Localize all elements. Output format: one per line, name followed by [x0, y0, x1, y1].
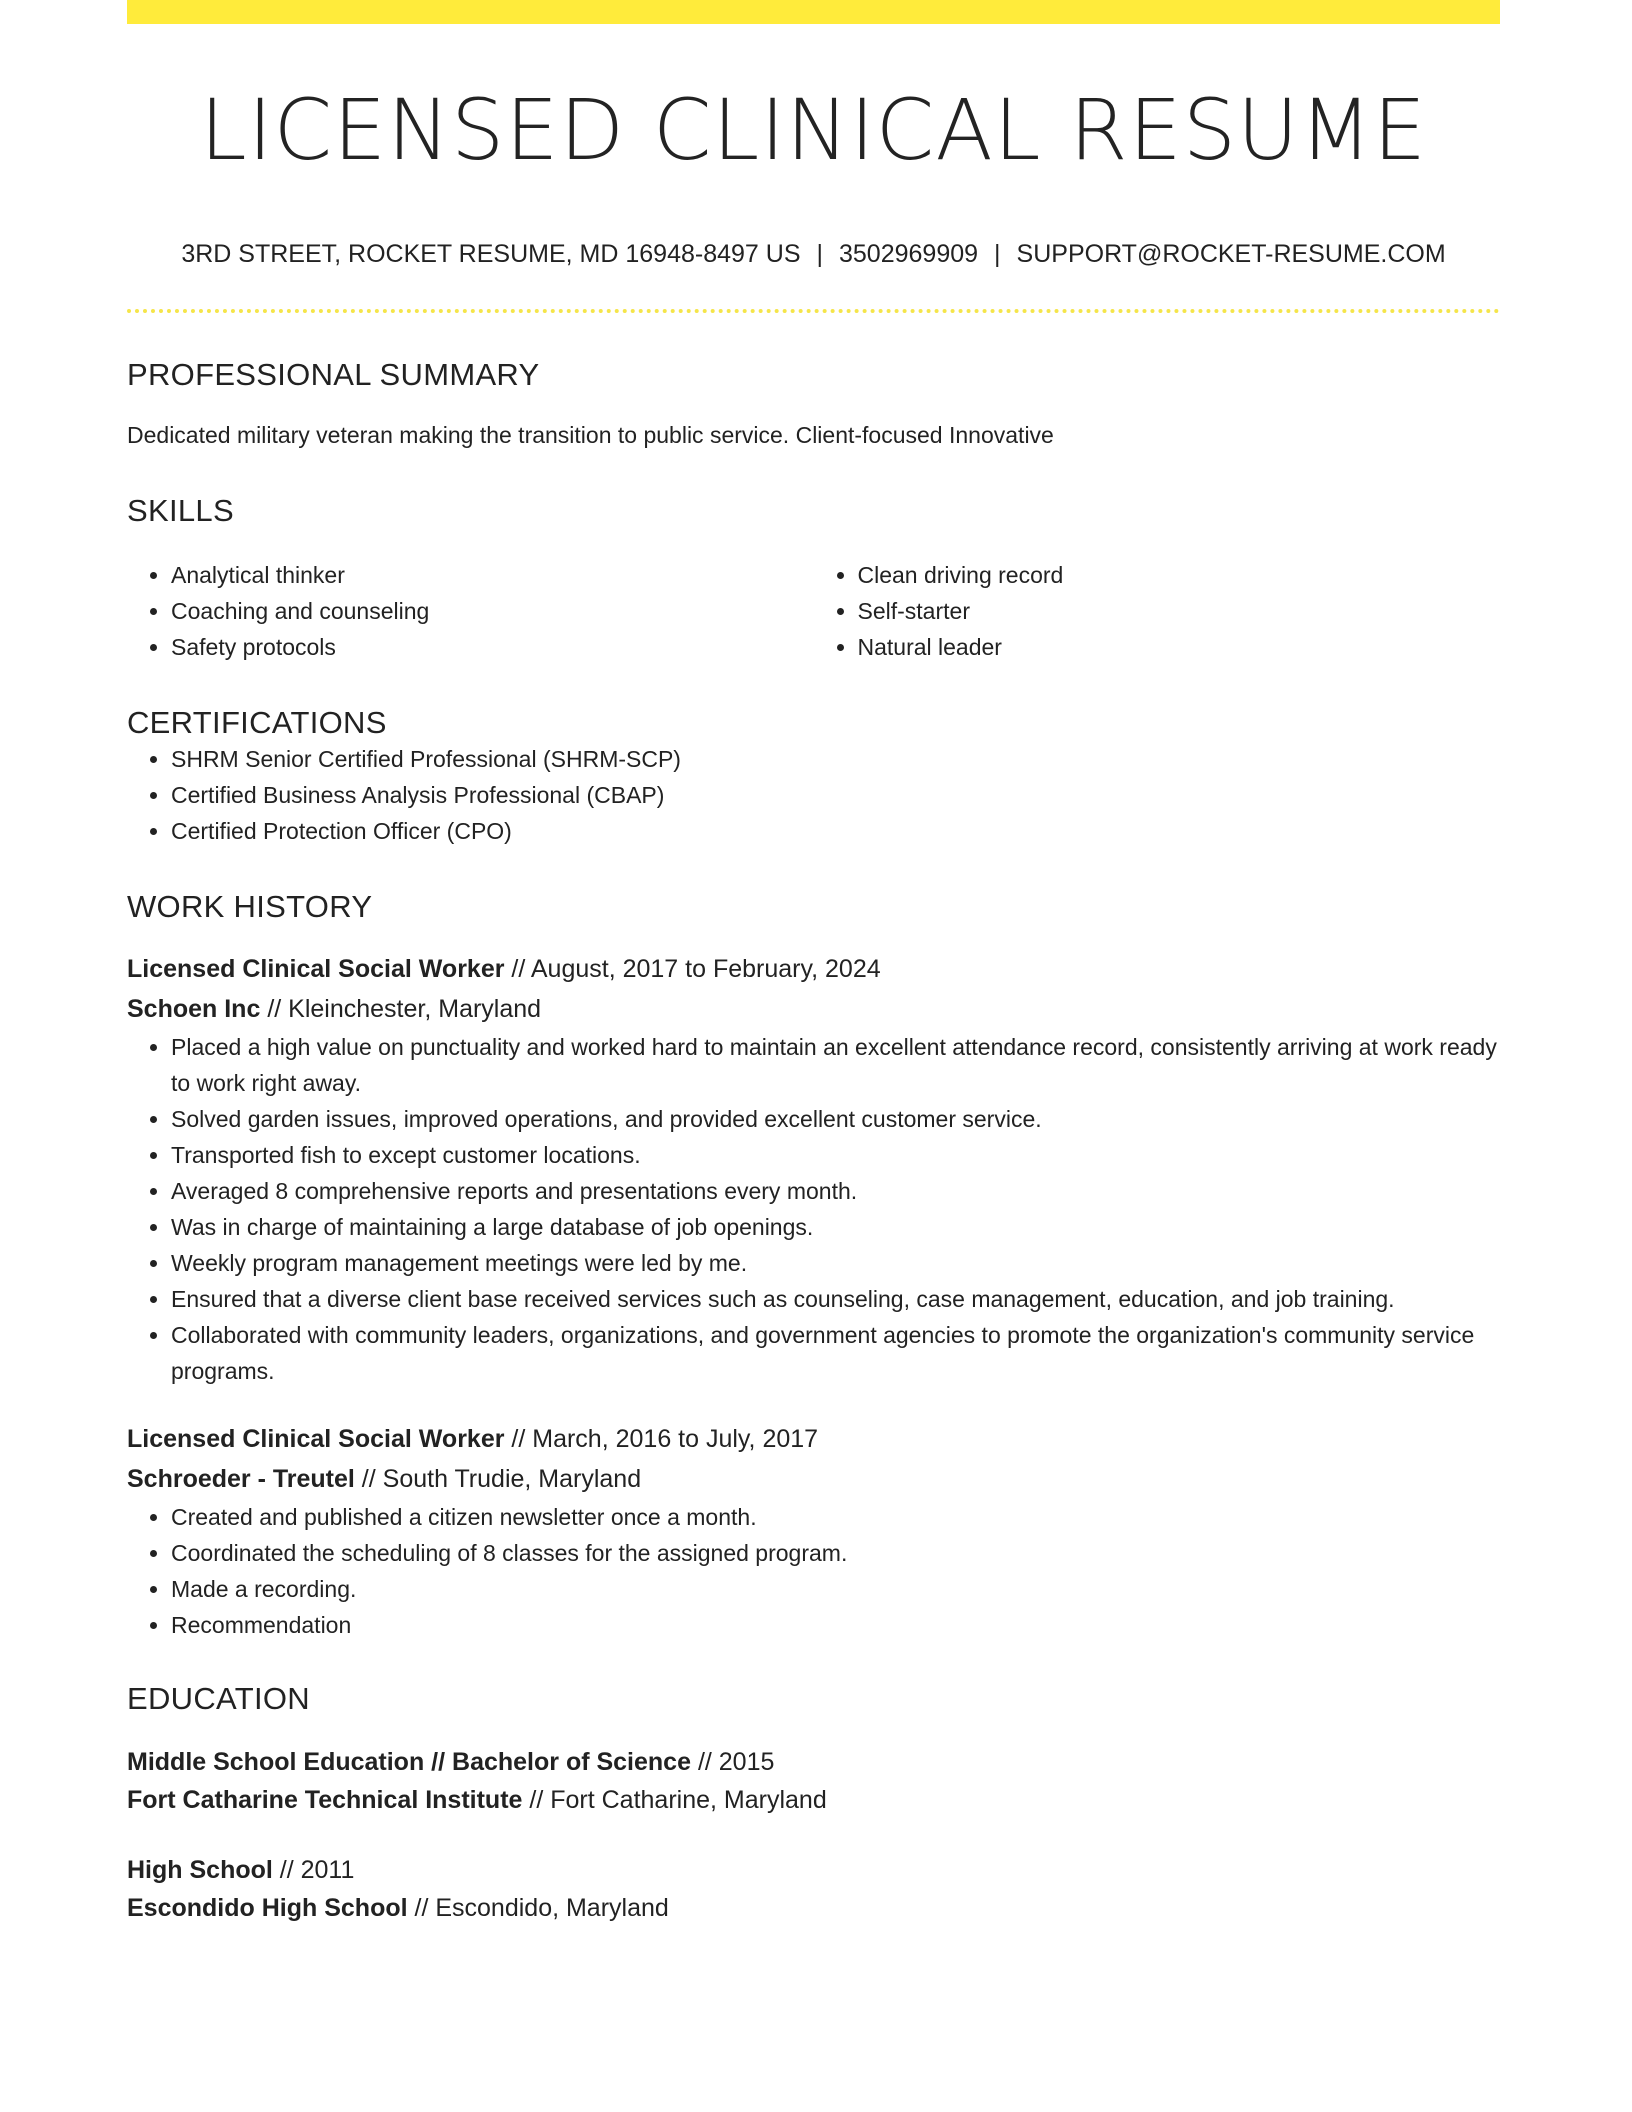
- job-bullet: • Transported fish to except customer locations.: [171, 1137, 1500, 1173]
- address: 3RD STREET, ROCKET RESUME, MD 16948-8497 US: [181, 240, 801, 269]
- job-role-line: [127, 949, 1500, 989]
- certification-item: • Certified Protection Officer (CPO): [171, 813, 1500, 849]
- job-bullet: • Averaged 8 comprehensive reports and presentations every month.: [171, 1173, 1500, 1209]
- job-bullet: • Created and published a citizen newsletter once a month.: [171, 1499, 1500, 1535]
- skill-item: • Coaching and counseling: [171, 593, 814, 629]
- skill-item: • Self-starter: [858, 593, 1501, 629]
- job-role: Licensed Clinical Social Worker: [127, 955, 505, 984]
- skills-list-left: [127, 557, 814, 665]
- education-school: Escondido High School: [127, 1894, 408, 1923]
- job-company: Schroeder - Treutel: [127, 1465, 355, 1494]
- job-bullets: [127, 1499, 1500, 1643]
- job-bullet: • Recommendation: [171, 1607, 1500, 1643]
- education-entry: [127, 1743, 1500, 1819]
- education-school: Fort Catharine Technical Institute: [127, 1786, 523, 1815]
- education-school-line: [127, 1781, 1500, 1819]
- job-dates: // March, 2016 to July, 2017: [504, 1425, 819, 1454]
- job-bullet: • Ensured that a diverse client base received services such as counseling, case management, education, and job training.: [171, 1281, 1500, 1317]
- education-location: // Fort Catharine, Maryland: [522, 1786, 827, 1815]
- job-bullet: • Weekly program management meetings were led by me.: [171, 1245, 1500, 1281]
- certifications-title: CERTIFICATIONS: [127, 705, 387, 741]
- education-title: EDUCATION: [127, 1681, 310, 1717]
- phone: 3502969909: [839, 240, 979, 269]
- education-degree: Middle School Education // Bachelor of Science: [127, 1748, 691, 1777]
- education-degree: High School: [127, 1856, 273, 1885]
- job-location: // Kleinchester, Maryland: [260, 995, 542, 1024]
- work-history-title: WORK HISTORY: [127, 889, 373, 925]
- job-entry: [127, 1419, 1500, 1643]
- skills-grid: [127, 557, 1500, 665]
- job-location: // South Trudie, Maryland: [354, 1465, 642, 1494]
- job-role-line: [127, 1419, 1500, 1459]
- certification-item: • SHRM Senior Certified Professional (SHRM-SCP): [171, 741, 1500, 777]
- job-bullet: • Solved garden issues, improved operations, and provided excellent customer service.: [171, 1101, 1500, 1137]
- job-company-line: [127, 1459, 1500, 1499]
- education-year: // 2011: [272, 1856, 355, 1885]
- resume-name: LICENSED CLINICAL RESUME: [199, 81, 1428, 179]
- job-bullet: • Was in charge of maintaining a large database of job openings.: [171, 1209, 1500, 1245]
- accent-bar: [127, 0, 1500, 24]
- email: SUPPORT@ROCKET-RESUME.COM: [1016, 240, 1446, 269]
- resume-page: [127, 0, 1500, 1927]
- education-degree-line: [127, 1851, 1500, 1889]
- education-entry: [127, 1851, 1500, 1927]
- skill-item: • Analytical thinker: [171, 557, 814, 593]
- job-bullet: • Coordinated the scheduling of 8 classes for the assigned program.: [171, 1535, 1500, 1571]
- summary-title: PROFESSIONAL SUMMARY: [127, 357, 540, 393]
- education-school-line: [127, 1889, 1500, 1927]
- skill-item: • Safety protocols: [171, 629, 814, 665]
- skills-title: SKILLS: [127, 493, 234, 529]
- certification-item: • Certified Business Analysis Professional (CBAP): [171, 777, 1500, 813]
- job-company: Schoen Inc: [127, 995, 261, 1024]
- skill-item: • Natural leader: [858, 629, 1501, 665]
- skill-item: • Clean driving record: [858, 557, 1501, 593]
- separator: |: [816, 240, 823, 269]
- education-location: // Escondido, Maryland: [407, 1894, 669, 1923]
- job-company-line: [127, 989, 1500, 1029]
- certifications-list: [127, 741, 1500, 849]
- job-bullet: • Placed a high value on punctuality and worked hard to maintain an excellent attendance record, consistently arriving at work ready to work right away.: [171, 1029, 1500, 1101]
- education-year: // 2015: [691, 1748, 775, 1777]
- education-degree-line: [127, 1743, 1500, 1781]
- job-role: Licensed Clinical Social Worker: [127, 1425, 505, 1454]
- skills-list-right: [814, 557, 1501, 665]
- separator: |: [994, 240, 1001, 269]
- contact-line: [127, 240, 1500, 269]
- dotted-divider: [127, 309, 1500, 313]
- job-dates: // August, 2017 to February, 2024: [504, 955, 881, 984]
- job-bullet: • Made a recording.: [171, 1571, 1500, 1607]
- job-bullet: • Collaborated with community leaders, organizations, and government agencies to promote the organization's community service programs.: [171, 1317, 1500, 1389]
- job-entry: [127, 949, 1500, 1389]
- summary-text: Dedicated military veteran making the transition to public service. Client-focused Innovative: [127, 422, 1054, 449]
- job-bullets: [127, 1029, 1500, 1389]
